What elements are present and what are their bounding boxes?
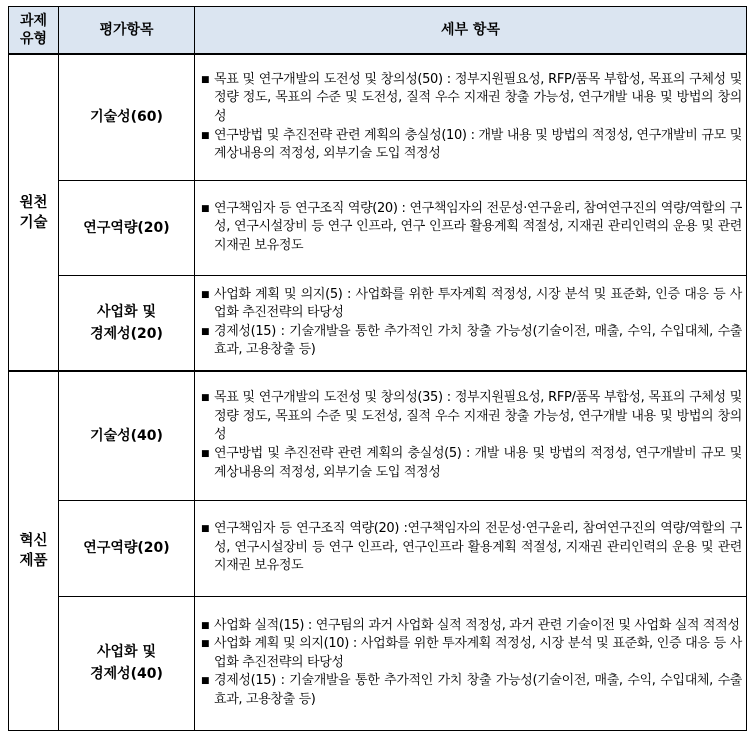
detail-text: 경제성(15) : 기술개발을 통한 추가적인 가치 창출 가능성(기술이전, 매출, 수익, 수입대체, 수출효과, 고용창출 등) xyxy=(214,323,742,358)
table-row xyxy=(9,54,747,180)
evaluation-item-cell xyxy=(59,275,195,371)
project-type-line2: 기술 xyxy=(19,214,48,231)
square-bullet-icon: ■ xyxy=(201,326,210,337)
detail-bullet xyxy=(201,445,742,482)
evaluation-item-cell xyxy=(59,371,195,500)
detail-text: 사업화 계획 및 의지(5) : 사업화를 위한 투자계획 적정성, 시장 분석 및 표준화, 인증 대응 등 사업화 추진전략의 타당성 xyxy=(214,286,742,321)
detail-bullet xyxy=(201,323,742,360)
square-bullet-icon: ■ xyxy=(201,524,210,535)
square-bullet-icon: ■ xyxy=(201,203,210,214)
project-type-line2: 제품 xyxy=(19,552,48,569)
detail-bullet xyxy=(201,617,742,636)
evaluation-item-line2: 경제성(40) xyxy=(90,666,163,682)
square-bullet-icon: ■ xyxy=(201,393,210,404)
square-bullet-icon: ■ xyxy=(201,449,210,460)
evaluation-item-cell xyxy=(59,54,195,180)
evaluation-item-cell xyxy=(59,180,195,275)
detail-bullet xyxy=(201,520,742,576)
evaluation-item-line1: 사업화 및 xyxy=(97,303,156,320)
evaluation-item-line1: 사업화 및 xyxy=(97,644,156,660)
detail-text: 사업화 계획 및 의지(10) : 사업화를 위한 투자계획 적정성, 시장 분석 및 표준화, 인증 대응 등 사업화 추진전략의 타당성 xyxy=(214,636,742,670)
detail-text: 경제성(15) : 기술개발을 통한 추가적인 가치 창출 가능성(기술이전, 매출, 수익, 수입대체, 수출효과, 고용창출 등) xyxy=(214,673,742,707)
detail-text: 사업화 실적(15) : 연구팀의 과거 사업화 실적 적정성, 과거 관련 기술이전 및 사업화 실적 적적성 xyxy=(214,617,740,633)
detail-bullet xyxy=(201,127,742,164)
table-row xyxy=(9,500,747,596)
detail-bullet xyxy=(201,389,742,445)
header-type-line2: 유형 xyxy=(19,31,48,47)
evaluation-item-line1: 연구역량(20) xyxy=(83,219,170,236)
header-project-type xyxy=(9,7,59,55)
detail-cell xyxy=(195,180,747,275)
detail-text: 연구방법 및 추진전략 관련 계획의 충실성(5) : 개발 내용 및 방법의 적정성, 연구개발비 규모 및 계상내용의 적정성, 외부기술 도입 적정성 xyxy=(214,446,742,480)
detail-bullet xyxy=(201,200,742,256)
project-type-line1: 원천 xyxy=(19,194,48,211)
evaluation-criteria-table xyxy=(8,6,747,731)
square-bullet-icon: ■ xyxy=(201,74,210,85)
group-wonchon xyxy=(9,54,747,371)
detail-bullet xyxy=(201,71,742,127)
detail-cell xyxy=(195,500,747,596)
square-bullet-icon: ■ xyxy=(201,620,210,631)
header-row xyxy=(9,7,747,55)
evaluation-item-cell xyxy=(59,596,195,730)
detail-text: 연구책임자 등 연구조직 역량(20) : 연구책임자의 전문성·연구윤리, 참여연구진의 역량/역할의 구성, 연구시설장비 등 연구 인프라, 연구 인프라 활용계획 적절성, 지재권 관리인력의 운용 및 관련 지재권 보유정도 xyxy=(214,200,742,253)
detail-cell xyxy=(195,275,747,371)
detail-text: 목표 및 연구개발의 도전성 및 창의성(35) : 정부지원필요성, RFP/품목 부합성, 목표의 구체성 및 정량 정도, 목표의 수준 및 도전성, 질적 우수 지재권 창출 가능성, 연구개발 내용 및 방법의 창의성 xyxy=(214,390,742,443)
detail-text: 목표 및 연구개발의 도전성 및 창의성(50) : 정부지원필요성, RFP/품목 부합성, 목표의 구체성 및 정량 정도, 목표의 수준 및 도전성, 질적 우수 지재권 창출 가능성, 연구개발 내용 및 방법의 창의성 xyxy=(214,71,742,124)
square-bullet-icon: ■ xyxy=(201,676,210,687)
evaluation-item-line1: 기술성(60) xyxy=(90,109,163,126)
detail-cell xyxy=(195,54,747,180)
detail-bullet xyxy=(201,635,742,672)
table-row xyxy=(9,180,747,275)
project-type-line1: 혁신 xyxy=(19,532,48,549)
evaluation-item-cell xyxy=(59,500,195,596)
square-bullet-icon: ■ xyxy=(201,130,210,141)
evaluation-item-line2: 경제성(20) xyxy=(90,325,163,342)
header-type-line1: 과제 xyxy=(19,13,48,29)
project-type-cell xyxy=(9,371,59,730)
detail-bullet xyxy=(201,286,742,323)
evaluation-item-line1: 기술성(40) xyxy=(90,427,163,444)
project-type-cell xyxy=(9,54,59,371)
evaluation-item-line1: 연구역량(20) xyxy=(83,540,170,556)
header-detail-item: 세부 항목 xyxy=(195,7,747,55)
table-row xyxy=(9,596,747,730)
detail-text: 연구책임자 등 연구조직 역량(20) :연구책임자의 전문성·연구윤리, 참여연구진의 역량/역할의 구성, 연구시설장비 등 연구 인프라, 연구인프라 활용계획 적절성, 지재권 관리인력의 운용 및 관련 지재권 보유정도 xyxy=(214,521,742,574)
group-hyeoksin xyxy=(9,371,747,730)
detail-cell xyxy=(195,371,747,500)
detail-cell xyxy=(195,596,747,730)
square-bullet-icon: ■ xyxy=(201,289,210,300)
table-row xyxy=(9,371,747,500)
table-row xyxy=(9,275,747,371)
detail-bullet xyxy=(201,672,742,709)
square-bullet-icon: ■ xyxy=(201,639,210,650)
header-evaluation-item: 평가항목 xyxy=(59,7,195,55)
detail-text: 연구방법 및 추진전략 관련 계획의 충실성(10) : 개발 내용 및 방법의 적정성, 연구개발비 규모 및 계상내용의 적정성, 외부기술 도입 적정성 xyxy=(214,127,742,162)
